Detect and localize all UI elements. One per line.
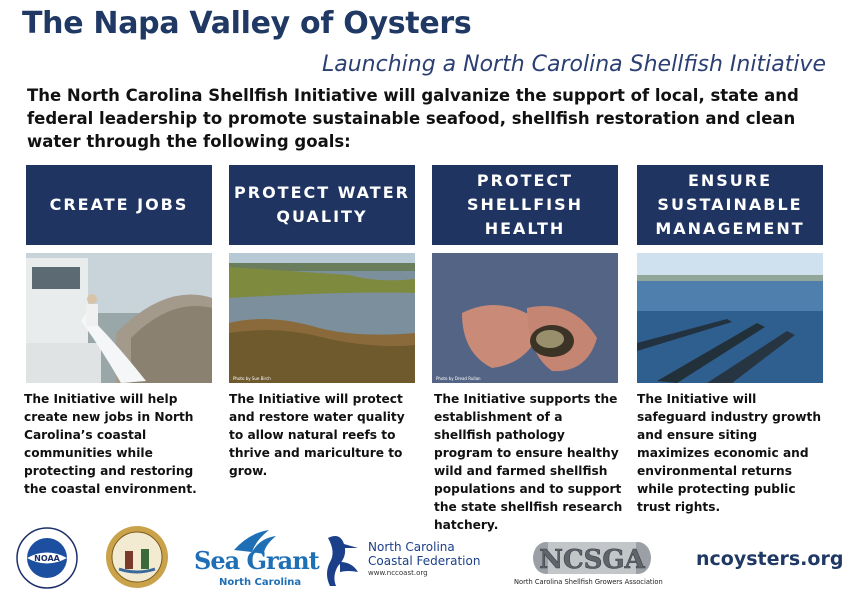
page-title: The Napa Valley of Oysters (22, 6, 472, 41)
website-url[interactable]: ncoysters.org (696, 548, 844, 570)
nccf-line-2: Coastal Federation (368, 554, 481, 568)
goal-text-protect-water-quality: The Initiative will protect and restore water quality to allow natural reefs to thrive and mariculture to grow. (229, 392, 405, 478)
photo-hands-oyster (432, 253, 618, 383)
nc-coastal-federation-logo (318, 532, 488, 592)
ncsga-logo (514, 540, 674, 590)
page-subtitle: Launching a North Carolina Shellfish Initiative (321, 52, 826, 77)
photo-oyster-farm (637, 253, 823, 383)
noaa-logo (16, 527, 78, 593)
sea-grant-logo (194, 528, 319, 590)
photo-credit: Photo by Sue Birch (233, 376, 271, 381)
intro-paragraph: The North Carolina Shellfish Initiative will galvanize the support of local, state and federal leadership to promote sustainable seafood, shellfish restoration and clean water through the following goals: (27, 86, 799, 151)
noaa-wordmark: NOAA (34, 554, 60, 563)
goal-heading-protect-water-quality: PROTECT WATER QUALITY (229, 165, 415, 245)
photo-credit: Photo by Dread Rullan (436, 376, 481, 381)
nccf-line-1: North Carolina (368, 540, 455, 554)
goal-heading-create-jobs: CREATE JOBS (26, 165, 212, 245)
goal-heading-protect-shellfish-health: PROTECT SHELLFISH HEALTH (432, 165, 618, 245)
goal-text-create-jobs: The Initiative will help create new jobs in North Carolina’s coastal communities while protecting and restoring the coastal environment. (24, 392, 197, 496)
ncsga-subtitle: North Carolina Shellfish Growers Association (514, 578, 663, 586)
nccf-url: www.nccoast.org (368, 569, 428, 577)
sea-grant-wordmark: Sea Grant (194, 546, 319, 575)
goal-heading-ensure-sustainable-management: ENSURE SUSTAINABLE MANAGEMENT (637, 165, 823, 245)
photo-marsh (229, 253, 415, 383)
photo-shell-boat (26, 253, 212, 383)
sea-grant-subtitle: North Carolina (219, 577, 302, 588)
goal-text-protect-shellfish-health: The Initiative supports the establishment of a shellfish pathology program to ensure healthy wild and farmed shellfish populations and to support the state shellfish research hatchery. (434, 392, 623, 532)
ncsga-wordmark: NCSGA (539, 545, 645, 575)
nc-state-seal-logo (105, 525, 169, 593)
goal-text-ensure-sustainable-management: The Initiative will safeguard industry growth and ensure siting maximizes economic and environmental returns while protecting public trust rights. (637, 392, 822, 514)
